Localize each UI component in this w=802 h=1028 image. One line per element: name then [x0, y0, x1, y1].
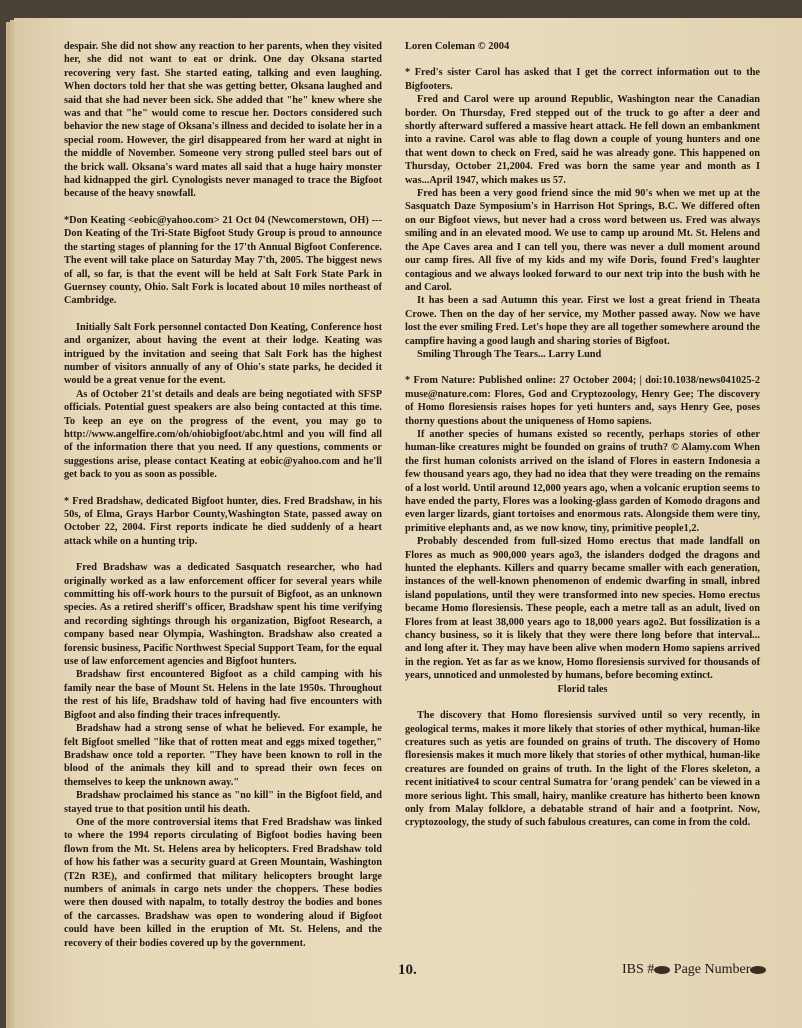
spacer [405, 361, 760, 374]
paragraph: Fred and Carol were up around Republic, Washington near the Canadian border. On Thursday, Fred stepped out of the truck to go after a deer and shortly afterward suffered a massive heart attack. He fell down an embankment into a ravine. Carol was able to flag down a couple of young hunters and one that went down to check on Fred, said he was already gone. This happened on Thursday, October 21,2004. Fred was born the same year and month as I was...April 1947, which makes us 57. [405, 94, 760, 186]
byline: Loren Coleman © 2004 [405, 41, 510, 52]
paragraph: * Fred's sister Carol has asked that I get the correct information out to the Bigfooters. [405, 67, 760, 92]
paragraph: Bradshaw proclaimed his stance as "no kill" in the Bigfoot field, and stayed true to that position until his death. [64, 790, 382, 815]
right-column [405, 40, 760, 830]
paragraph: Fred has been a very good friend since the mid 90's when we met up at the Sasquatch Daze Symposium's in Harrison Hot Springs, B.C. We differed often on our Bigfoot views, but never had a cross word between us. Fred was always smiling and in an elevated mood. We use to camp up around Mt. St. Helens and the Ape Caves area and I can tell you, there was never a dull moment around our camp fires. All five of my kids and my wife Doris, found Fred's laughter contagious and we always looked forward to our next trip into the bush with he and Carol. [405, 188, 760, 293]
footer-suffix: Page Number [670, 962, 751, 977]
left-column [64, 40, 382, 950]
spacer [64, 482, 382, 495]
paragraph: Initially Salt Fork personnel contacted Don Keating, Conference host and organizer, about having the event at their lodge. Keating was intrigued by the invitation and seeing that Salt Fork has the highest number of visitors annually of any of Ohio's state parks, he decided it would be a great venue for the event. [64, 321, 382, 387]
paragraph: The discovery that Homo floresiensis survived until so very recently, in geological terms, makes it more likely that stories of other mythical, human-like creatures such as yetis are founded on grains of truth. The discovery of Homo floresiensis makes it much more likely that stories of other mythical, human-like creatures are founded on grains of truth. In the light of the Flores skeleton, a recent initiative4 to scour central Sumatra for 'orang pendek' can be viewed in a more serious light. This small, hairy, manlike creature has hitherto been known only from Malay folklore, a debatable strand of hair and a footprint. Now, cryptozoology, the study of such fabulous creatures, can come in from the cold. [405, 710, 760, 829]
paragraph: despair. She did not show any reaction to her parents, when they visited her, she did not want to eat or drink. One day Oksana started recovering very fast. She started eating, talking and even laughing. When doctors told her that she was getting better, Oksana laughed and said that she had never been sick. She added that "he" knew where she was and that "he" would come to rescue her. Doctors considered such behavior the new stage of Oksana's illness and decided to isolate her in a special room. However, the girl disappeared from her ward at night in the middle of November. Someone very strong pulled steel bars out of the brick wall. Oksana's ward mates all said that a huge hairy monster had kidnapped the girl. Cynologists never managed to trace the Bigfoot because of the heavy snowfall. [64, 41, 382, 200]
paragraph: * Fred Bradshaw, dedicated Bigfoot hunter, dies. Fred Bradshaw, in his 50s, of Elma, Grays Harbor County,Washington State, passed away on October 22, 2004. First reports indicate he died suddenly of a heart attack while on a hunting trip. [64, 495, 382, 547]
paragraph: One of the more controversial items that Fred Bradshaw was linked to where the 1994 reports circulating of Bigfoot bodies having been flown from the Mt. St. Helens area by helicopters. Fred Bradshaw told of how his father was a security guard at Green Mountain, Washington (T2n R3E), and confirmed that military helicopters brought large numbers of animals in cargo nets under the choppers. These bodies were then doused with napalm, to totally destroy the bodies and bones of the carcasses. Bradshaw was open to wondering aloud if Bigfoot could have been killed in the eruption of Mt. St. Helens, and the recovery of their bodies covered up by the government. [64, 816, 382, 949]
footer-prefix: IBS # [622, 962, 655, 977]
paragraph: Probably descended from full-sized Homo erectus that made landfall on Flores as much as 900,000 years ago3, the islanders dodged the dragons and hunted the elephants. Killers and quarry became smaller with each generation, instances of the well-known phenomenon of endemic dwarfing in small, inbred island populations, until they were transformed into new species. Homo erectus became Homo floresiensis. These people, each a metre tall as an adult, lived on Flores from at least 38,000 years ago to 18,000 years ago2. But fossilization is a chancy business, so it is likely that they were there long before that interval... and long after it. They may have been alive when modern Homo sapiens arrived in the region. Yet as far as we know, Homo floresiensis survived for thousands of years, unnoticed and unmolested by humans, before becoming extinct. [405, 536, 760, 682]
paragraph: *Don Keating <eobic@yahoo.com> 21 Oct 04 (Newcomerstown, OH) --- Don Keating of the Tri-State Bigfoot Study Group is proud to announce the starting stages of planning for the 17'th Annual Bigfoot Conference. The event will take place on Saturday May 7'th, 2005. The biggest news of all, so far, is that the event will be held at Salt Fork State Park in Guernsey county, Ohio. Salt Fork is located about 10 miles northeast of Cambridge. [64, 214, 382, 307]
paragraph: Smiling Through The Tears... Larry Lund [417, 348, 602, 360]
paragraph: * From Nature: Published online: 27 October 2004; | doi:10.1038/news041025-2 muse@nature.com: Flores, God and Cryptozoology, Henry Gee; The discovery of Homo floresiensis raises hopes for yeti hunters and, says Henry Gee, poses thorny questions about the uniqueness of Homo sapiens. [405, 375, 760, 427]
paragraph: Bradshaw first encountered Bigfoot as a child camping with his family near the base of Mount St. Helens in the late 1950s. Throughout the rest of his life, Bradshaw told of having had five encounters with Bigfoot and also finding their traces infrequently. [64, 669, 382, 721]
ink-blot-icon [750, 966, 766, 974]
ink-blot-icon [654, 966, 670, 974]
paragraph: As of October 21'st details and deals are being negotiated with SFSP officials. Potential guest speakers are also being contacted at this time. To keep an eye on the progress of the event, you may go to http://www.angelfire.com/oh/ohiobigfoot/abc.html and you will find all of the information there that you need. If any questions, comments or suggestions arise, please contact Keating at eobic@yahoo.com and he'll get back to you as soon as possible. [64, 388, 382, 481]
paragraph: If another species of humans existed so recently, perhaps stories of other human-like creatures might be founded on grains of truth? © Alamy.com When the first human colonists arrived on the island of Flores in eastern Indonesia a few thousand years ago, they had no idea that they were treading on the remains of a lost world. Until around 12,000 years ago, when a volcanic eruption seems to have ended the party, Flores was a looking-glass garden of Komodo dragons and even larger lizards, giant tortoises and enormous rats. Alongside them were tiny, primitive elephants and, as we now know, tiny, primitive people1,2. [405, 428, 760, 534]
footer-issue-label [622, 962, 766, 978]
paragraph: Fred Bradshaw was a dedicated Sasquatch researcher, who had originally worked as a law enforcement officer for several years while committing his off-work hours to the pursuit of Bigfoot, as an unknown species. As a retired sheriff's officer, Bradshaw spent his time verifying and recording sightings through his organization, Bigfoot Research, a company based near Olympia, Washington. Bradshaw also created a forensic business, Pacific Northwest Special Support Team, for the equal use of law enforcement agencies and Bigfoot hunters. [64, 562, 382, 668]
page-number: 10. [398, 962, 417, 978]
paragraph: Bradshaw had a strong sense of what he believed. For example, he felt Bigfoot smelled "like that of rotten meat and eggs mixed together," Bradshaw once told a reporter. "They have been known to roll in the blood of the animals they kill and to spread their own feces on themselves to keep the unknown away." [64, 723, 382, 788]
paragraph: It has been a sad Autumn this year. First we lost a great friend in Theata Crowe. Then on the day of her service, my Mother passed away. Now we have lost the ever smiling Fred. Let's hope they are all together somewhere around the campfire having a good laugh and sharing stories of Bigfoot. [405, 295, 760, 347]
section-subhead: Florid tales [557, 683, 608, 695]
